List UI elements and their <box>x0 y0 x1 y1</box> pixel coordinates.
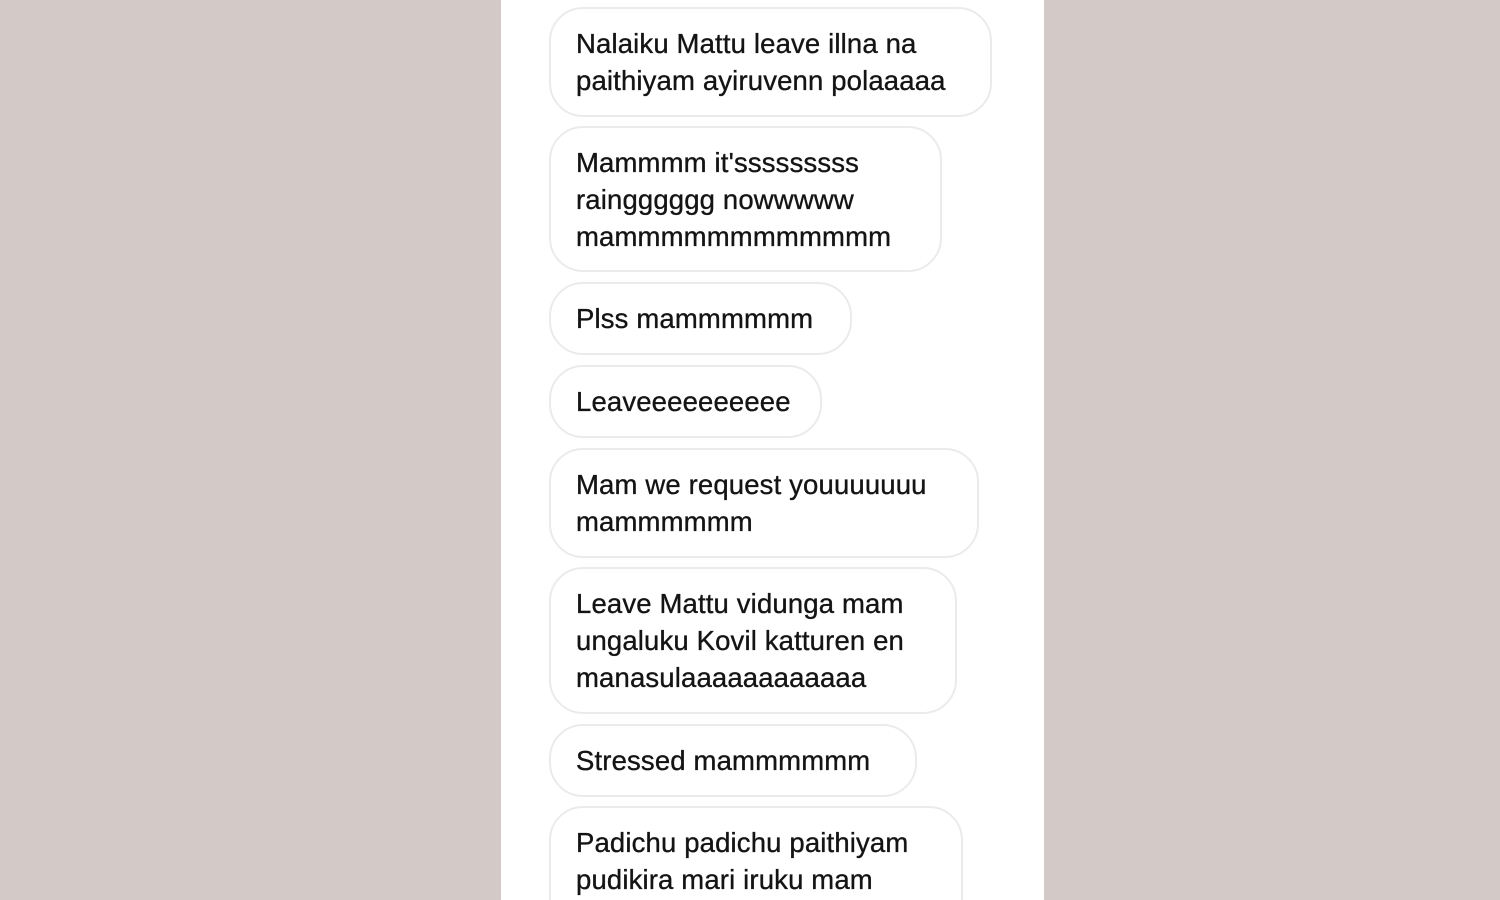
message-bubble: Leave Mattu vidunga mam ungaluku Kovil katturen en manasulaaaaaaaaaaaa <box>549 567 957 714</box>
message-bubble: Plss mammmmmm <box>549 282 852 355</box>
message-bubble: Mam we request youuuuuuu mammmmmm <box>549 448 979 558</box>
message-bubble: Leaveeeeeeeeee <box>549 365 822 438</box>
message-bubble: Nalaiku Mattu leave illna na paithiyam ayiruvenn polaaaaa <box>549 7 992 117</box>
message-bubble: Mammmm it'sssssssss raingggggg nowwwww mammmmmmmmmmmm <box>549 126 942 272</box>
message-bubble: Stressed mammmmmm <box>549 724 917 797</box>
chat-screenshot <box>501 0 1044 900</box>
message-bubble: Padichu padichu paithiyam pudikira mari iruku mam <box>549 806 963 900</box>
